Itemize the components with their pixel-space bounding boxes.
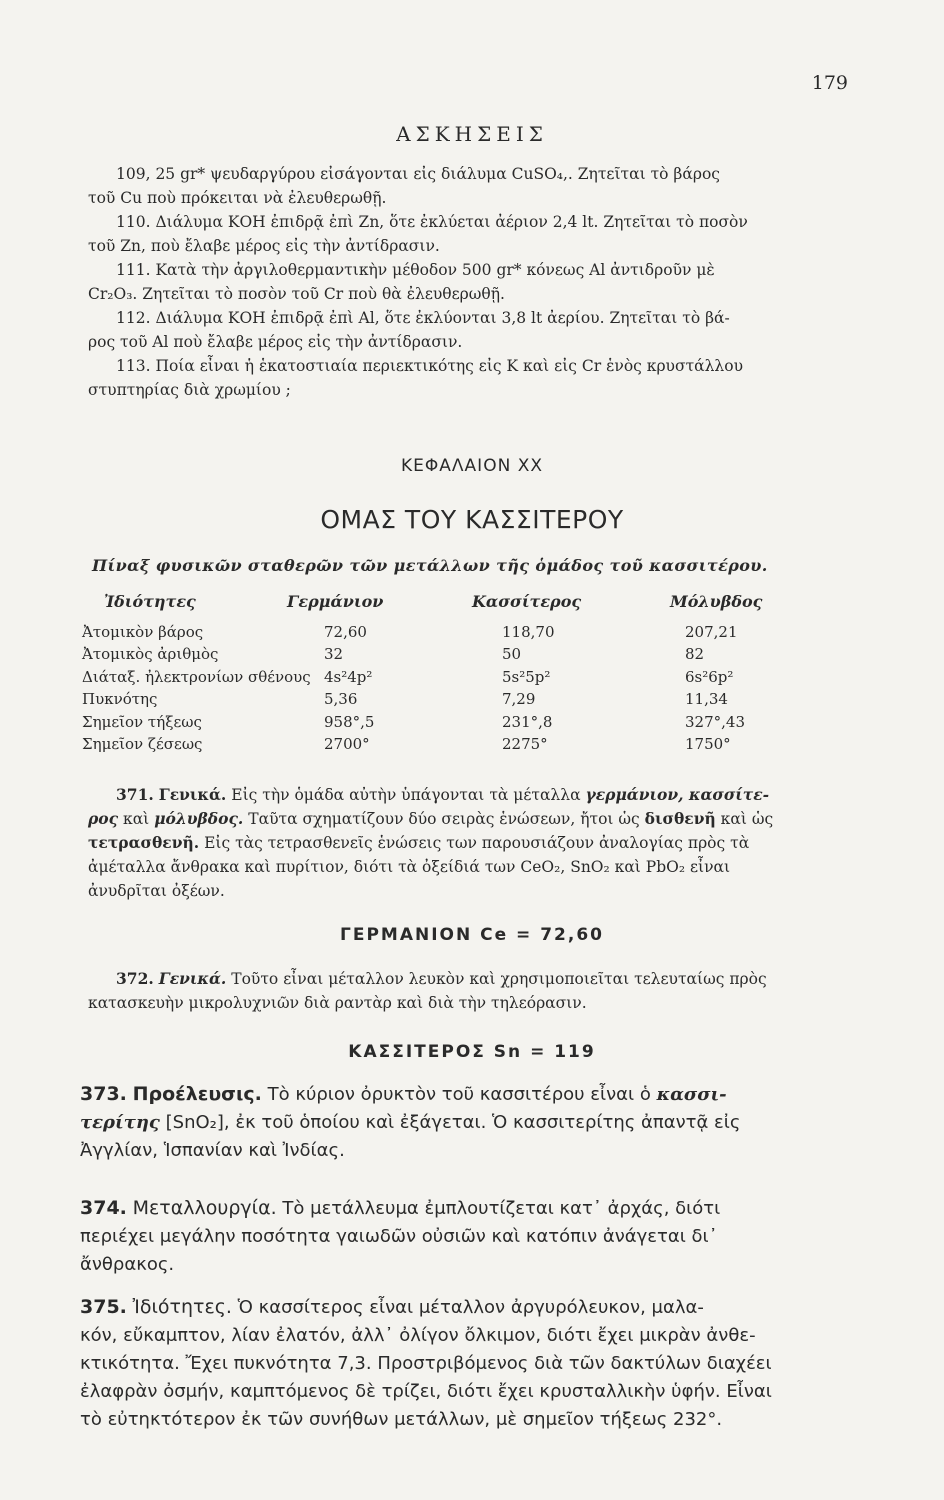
exercise-line: τοῦ Cu ποὺ πρόκειται νὰ ἐλευθερωθῇ.	[88, 189, 387, 207]
p373-label: Προέλευσις.	[132, 1083, 262, 1105]
table-row	[82, 690, 862, 713]
table-cell: 118,70	[502, 622, 555, 641]
p371-line-3	[88, 831, 850, 855]
exercise-line: ρος τοῦ Al ποὺ ἔλαβε μέρος εἰς τὴν ἀντίδρασιν.	[88, 333, 463, 351]
germanium-heading: ΓΕΡΜΑΝΙΟΝ Ce = 72,60	[340, 925, 604, 945]
table-cell: 7,29	[502, 690, 536, 708]
p373-line-3: Ἀγγλίαν, Ἱσπανίαν καὶ Ἰνδίας.	[80, 1140, 345, 1161]
exercise-line: 112. Διάλυμα ΚΟΗ ἐπιδρᾷ ἐπὶ Al, ὅτε ἐκλύονται 3,8 lt ἀερίου. Ζητεῖται τὸ βά-	[116, 309, 730, 327]
p371-number: 371.	[116, 785, 154, 804]
p371-emph: μόλυβδος.	[154, 809, 244, 828]
p375-line-4: ἐλαφρὰν ὀσμήν, καμπτόμενος δὲ τρίζει, διότι ἔχει κρυσταλλικὴν ὑφήν. Εἶναι	[80, 1381, 772, 1402]
exercise-line: τοῦ Zn, ποὺ ἔλαβε μέρος εἰς τὴν ἀντίδρασιν.	[88, 237, 440, 255]
table-cell: 32	[324, 645, 344, 663]
p374-label: Μεταλλουργία.	[132, 1197, 277, 1219]
p375-line-1	[80, 1293, 856, 1322]
table-cell: 958°,5	[324, 712, 375, 731]
table-cell: 327°,43	[685, 712, 745, 731]
chapter-heading: ΚΕΦΑΛΑΙΟΝ XX	[401, 456, 543, 476]
table-cell: 72,60	[324, 622, 367, 641]
table-row	[82, 623, 862, 646]
table-cell: 50	[502, 645, 522, 663]
p375-number: 375.	[80, 1296, 127, 1318]
table-cell: 2275°	[502, 735, 548, 753]
table-header-cell: Κασσίτερος	[472, 592, 582, 611]
table-cell: 4s²4p²	[324, 667, 373, 686]
p371-text: Ταῦτα σχηματίζουν δύο σειρὰς ἑνώσεων, ἤτοι ὡς	[248, 810, 640, 828]
table-row	[82, 645, 862, 668]
p373-emph: κασσι-	[656, 1084, 727, 1105]
p375-line-5: τὸ εὐτηκτότερον ἐκ τῶν συνήθων μετάλλων, μὲ σημεῖον τήξεως 232°.	[80, 1409, 723, 1430]
table-row	[82, 713, 862, 736]
group-title: ΟΜΑΣ ΤΟΥ ΚΑΣΣΙΤΕΡΟΥ	[320, 505, 624, 534]
table-cell: 1750°	[685, 735, 731, 753]
table-cell: Πυκνότης	[82, 690, 158, 708]
p371-text: Εἰς τὰς τετρασθενεῖς ἑνώσεις των παρουσιάζουν ἀναλογίας πρὸς τὰ	[204, 834, 750, 852]
table-cell: 5,36	[324, 690, 358, 708]
paragraph-374	[80, 1194, 856, 1279]
table-header-cell: Γερμάνιον	[287, 592, 384, 611]
table-header-row	[82, 592, 862, 615]
table-row	[82, 735, 862, 758]
constants-table	[82, 592, 862, 758]
table-cell: Διάταξ. ἠλεκτρονίων σθένους	[82, 667, 311, 686]
table-cell: Ἀτομικὸς ἀριθμὸς	[82, 645, 219, 663]
p374-line-3: ἄνθρακος.	[80, 1254, 175, 1275]
p375-label: Ἰδιότητες.	[132, 1296, 232, 1318]
exercise-line: 111. Κατὰ τὴν ἀργιλοθερμαντικὴν μέθοδον 500 gr* κόνεως Al ἀντιδροῦν μὲ	[116, 261, 715, 279]
p372-text: Τοῦτο εἶναι μέταλλον λευκὸν καὶ χρησιμοποιεῖται τελευταίως πρὸς	[231, 970, 767, 988]
p371-text: Εἰς τὴν ὁμάδα αὐτὴν ὑπάγονται τὰ μέταλλα	[231, 786, 581, 804]
p371-line-5: ἀνυδρῖται ὀξέων.	[88, 882, 225, 900]
p373-text: [SnO₂], ἐκ τοῦ ὁποίου καὶ ἐξάγεται. Ὁ κασσιτερίτης ἀπαντᾷ εἰς	[165, 1112, 741, 1133]
p371-text: καὶ ὡς	[720, 810, 774, 828]
exercise-line: Cr₂O₃. Ζητεῖται τὸ ποσὸν τοῦ Cr ποὺ θὰ ἐλευθερωθῇ.	[88, 285, 505, 303]
table-cell: 207,21	[685, 622, 738, 641]
paragraph-371	[88, 783, 850, 903]
exercise-line: 109, 25 gr* ψευδαργύρου εἰσάγονται εἰς διάλυμα CuSO₄,. Ζητεῖται τὸ βάρος	[116, 165, 720, 183]
paragraph-373	[80, 1080, 856, 1165]
p371-emph: δισθενῆ	[644, 809, 716, 828]
p371-line-4: ἀμέταλλα ἄνθρακα καὶ πυρίτιον, διότι τὰ ὀξείδιά των CeO₂, SnO₂ καὶ PbO₂ εἶναι	[88, 858, 731, 876]
p372-label: Γενικά.	[158, 969, 227, 988]
p371-emph: γερμάνιον, κασσίτε-	[585, 785, 770, 804]
paragraph-375	[80, 1293, 856, 1434]
table-cell: Σημεῖον ζέσεως	[82, 735, 203, 753]
exercise-line: 113. Ποία εἶναι ἡ ἑκατοστιαία περιεκτικότης εἰς Κ καὶ εἰς Cr ἑνὸς κρυστάλλου	[116, 357, 744, 375]
table-cell: 231°,8	[502, 712, 553, 731]
table-cell: 5s²5p²	[502, 667, 551, 686]
exercise-line: στυπτηρίας διὰ χρωμίου ;	[88, 381, 291, 399]
table-cell: Ἀτομικὸν βάρος	[82, 622, 204, 641]
tin-heading: ΚΑΣΣΙΤΕΡΟΣ Sn = 119	[348, 1042, 596, 1062]
p371-label: Γενικά.	[158, 785, 227, 804]
table-cell: 2700°	[324, 735, 370, 753]
p373-number: 373.	[80, 1083, 127, 1105]
table-header-cell: Ἰδιότητες	[104, 592, 196, 611]
p373-text: Τὸ κύριον ὀρυκτὸν τοῦ κασσιτέρου εἶναι ὁ	[267, 1084, 651, 1105]
p371-emph: τετρασθενῆ.	[88, 833, 200, 852]
p374-line-1	[80, 1194, 856, 1223]
p373-line-1	[80, 1080, 856, 1109]
p371-emph: ρος	[88, 809, 119, 828]
p371-text: καὶ	[123, 810, 150, 828]
table-header-cell: Μόλυβδος	[670, 592, 763, 611]
p372-number: 372.	[116, 969, 154, 988]
p372-line-1	[88, 967, 850, 991]
p374-line-2: περιέχει μεγάλην ποσότητα γαιωδῶν οὐσιῶν καὶ κατόπιν ἀνάγεται δι᾽	[80, 1226, 718, 1247]
p375-text: Ὁ κασσίτερος εἶναι μέταλλον ἀργυρόλευκον, μαλα-	[237, 1297, 704, 1318]
paragraph-372	[88, 967, 850, 1015]
p373-line-2	[80, 1109, 856, 1137]
exercises-heading: ΑΣΚΗΣΕΙΣ	[396, 122, 548, 146]
p373-emph: τερίτης	[80, 1112, 160, 1133]
table-title: Πίναξ φυσικῶν σταθερῶν τῶν μετάλλων τῆς ὁμάδος τοῦ κασσιτέρου.	[92, 556, 768, 575]
p375-line-2: κόν, εὔκαμπτον, λίαν ἐλατόν, ἀλλ᾽ ὀλίγον ὄλκιμον, διότι ἔχει μικρὰν ἀνθε-	[80, 1325, 756, 1346]
table-row	[82, 668, 862, 691]
exercise-line: 110. Διάλυμα ΚΟΗ ἐπιδρᾷ ἐπὶ Zn, ὅτε ἐκλύεται ἀέριον 2,4 lt. Ζητεῖται τὸ ποσὸν	[116, 213, 748, 231]
p372-line-2: κατασκευὴν μικρολυχνιῶν διὰ ραντὰρ καὶ διὰ τὴν τηλεόρασιν.	[88, 994, 587, 1012]
p375-line-3: κτικότητα. Ἔχει πυκνότητα 7,3. Προστριβόμενος διὰ τῶν δακτύλων διαχέει	[80, 1353, 772, 1374]
p374-number: 374.	[80, 1197, 127, 1219]
table-cell: Σημεῖον τήξεως	[82, 712, 202, 731]
p374-text: Τὸ μετάλλευμα ἐμπλουτίζεται κατ᾽ ἀρχάς, διότι	[282, 1198, 721, 1219]
table-cell: 6s²6p²	[685, 667, 734, 686]
table-cell: 82	[685, 645, 705, 663]
table-cell: 11,34	[685, 690, 728, 708]
exercises-block	[88, 162, 850, 402]
p371-line-1	[88, 783, 850, 807]
page-number: 179	[811, 72, 848, 94]
p371-line-2	[88, 807, 850, 831]
